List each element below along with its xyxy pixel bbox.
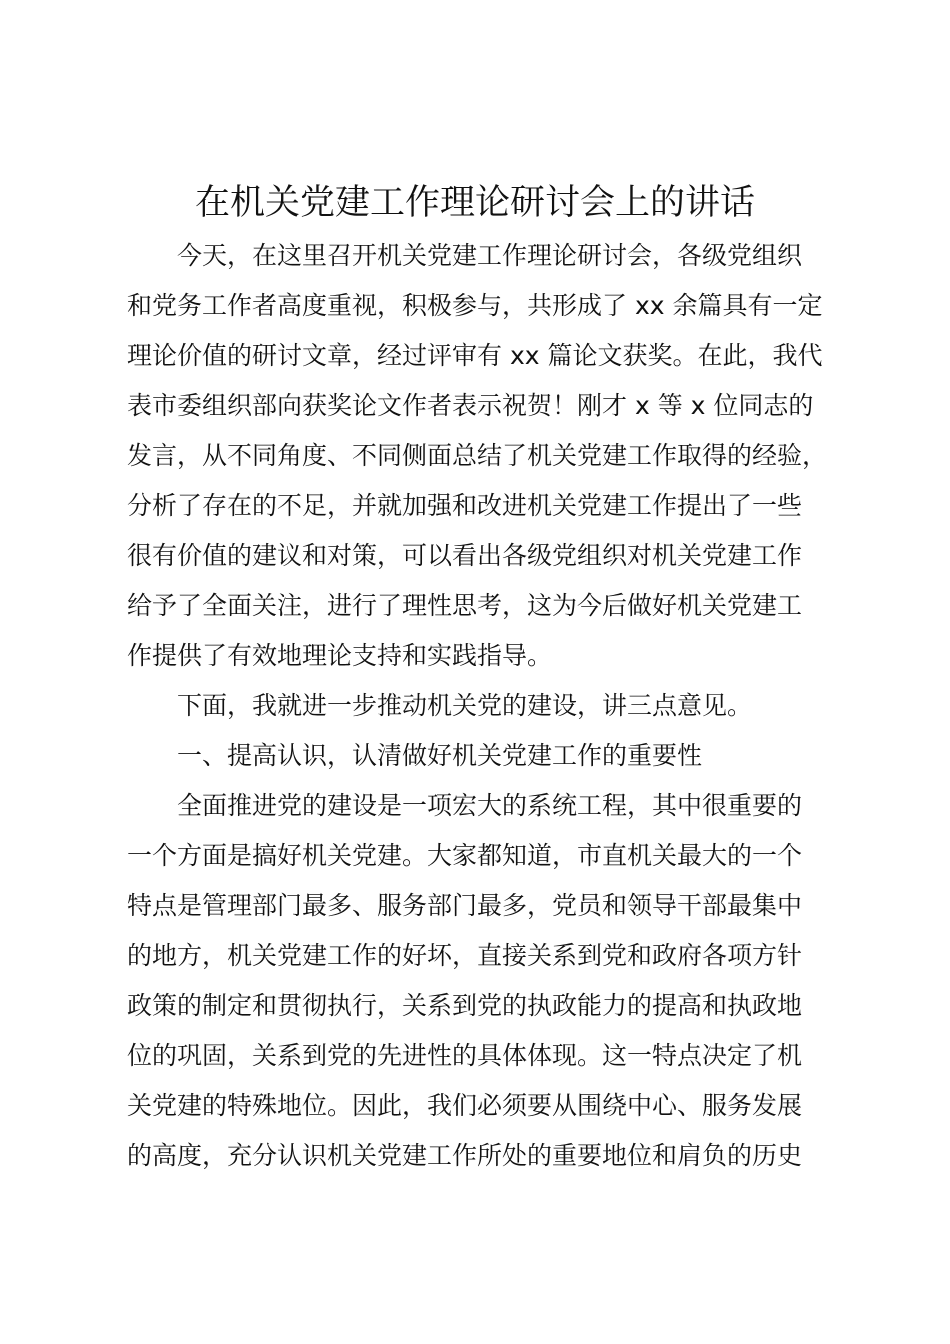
text-line: 理论价值的研讨文章，经过评审有 xx 篇论文获奖。在此，我代 [127,341,823,370]
text-line: 表市委组织部向获奖论文作者表示祝贺！刚才 x 等 x 位同志的 [127,391,814,420]
document-title: 在机关党建工作理论研讨会上的讲话 [194,183,755,223]
text-line: 和党务工作者高度重视，积极参与，共形成了 xx 余篇具有一定 [127,291,823,320]
text-line: 发言，从不同角度、不同侧面总结了机关党建工作取得的经验， [127,441,828,470]
text-line: 的地方，机关党建工作的好坏，直接关系到党和政府各项方针 [127,941,803,970]
text-line: 一个方面是搞好机关党建。大家都知道，市直机关最大的一个 [127,841,803,870]
text-line: 作提供了有效地理论支持和实践指导。 [127,641,553,670]
text-line: 下面，我就进一步推动机关党的建设，讲三点意见。 [177,691,753,720]
text-line: 分析了存在的不足，并就加强和改进机关党建工作提出了一些 [127,491,803,520]
text-line: 全面推进党的建设是一项宏大的系统工程，其中很重要的 [177,791,803,820]
text-line: 的高度，充分认识机关党建工作所处的重要地位和肩负的历史 [127,1141,803,1170]
text-line: 很有价值的建议和对策，可以看出各级党组织对机关党建工作 [127,541,803,570]
text-line: 政策的制定和贯彻执行，关系到党的执政能力的提高和执政地 [127,991,803,1020]
text-line: 位的巩固，关系到党的先进性的具体体现。这一特点决定了机 [127,1041,803,1070]
text-line: 关党建的特殊地位。因此，我们必须要从围绕中心、服务发展 [127,1091,803,1120]
text-line: 今天，在这里召开机关党建工作理论研讨会，各级党组织 [177,241,803,270]
text-line: 给予了全面关注，进行了理性思考，这为今后做好机关党建工 [127,591,803,620]
text-line: 特点是管理部门最多、服务部门最多，党员和领导干部最集中 [127,891,803,920]
section-heading: 一、提高认识，认清做好机关党建工作的重要性 [177,741,703,770]
